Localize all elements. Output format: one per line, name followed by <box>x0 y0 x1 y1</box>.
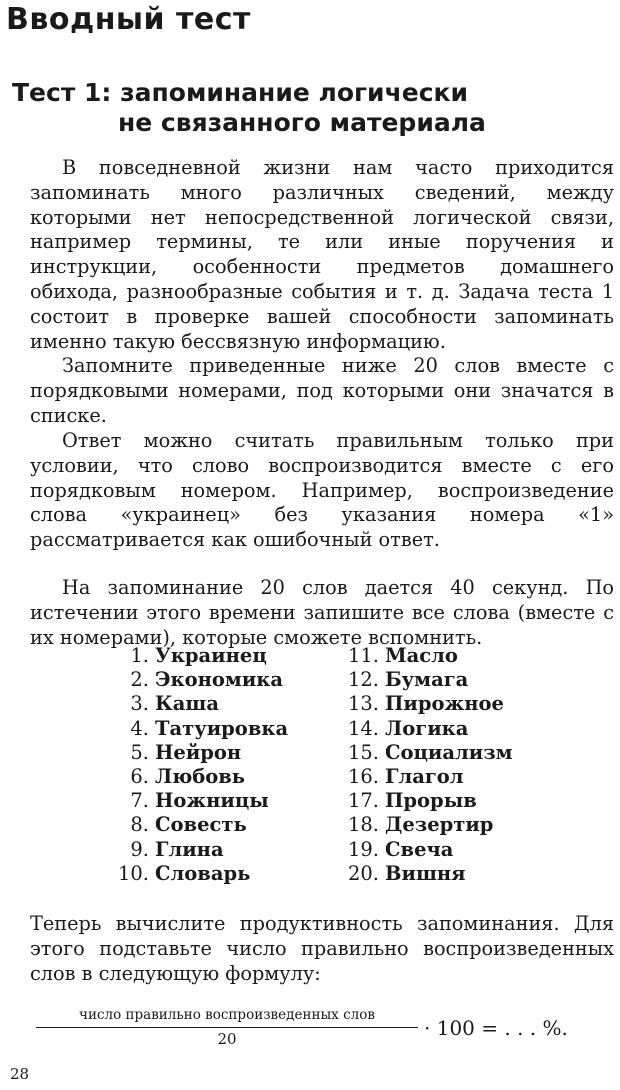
word-text: Украинец <box>155 644 267 667</box>
list-item <box>335 717 513 741</box>
list-item <box>105 862 288 886</box>
word-text: Масло <box>385 644 458 667</box>
paragraph-answer-rule: Ответ можно считать правильным только при условии, что слово воспроизводится вместе с его порядковым номером. Например, воспроизведение слова «украинец» без указания номера «1» рассматривается как ошибочный ответ. <box>30 429 614 552</box>
productivity-formula <box>36 1005 616 1055</box>
word-number: 4. <box>130 716 149 740</box>
list-item <box>335 813 513 837</box>
paragraph-intro: В повседневной жизни нам часто приходится запоминать много различных сведений, между которыми нет непосредственной логической связи, например термины, те или иные поручения и инструкции, особенности предметов домашнего обихода, разнообразные события и т. д. Задача теста 1 состоит в проверке вашей способности запоминать именно такую бессвязную информацию. <box>30 156 614 353</box>
word-text: Логика <box>385 716 469 740</box>
word-number: 18. <box>347 813 379 837</box>
test-heading-line-2: не связанного материала <box>118 108 486 137</box>
word-text: Экономика <box>155 668 283 692</box>
word-text: Словарь <box>155 861 251 885</box>
word-text: Каша <box>155 692 219 716</box>
word-number: 17. <box>347 789 379 813</box>
word-number: 2. <box>130 668 149 692</box>
word-list-column-1 <box>105 644 288 886</box>
word-number: 3. <box>130 692 149 716</box>
word-number: 20. <box>347 861 379 885</box>
list-item <box>105 813 288 837</box>
word-text: Свеча <box>385 837 454 861</box>
word-text: Прорыв <box>385 789 477 813</box>
test-heading-line-1: Тест 1: запоминание логически <box>12 78 468 107</box>
word-text: Вишня <box>385 861 466 885</box>
word-text: Любовь <box>155 765 246 789</box>
word-number: 1. <box>130 644 149 667</box>
list-item <box>105 668 288 692</box>
list-item <box>105 692 288 716</box>
page-number: 28 <box>10 1065 30 1083</box>
word-text: Глина <box>155 837 224 861</box>
word-number: 7. <box>130 789 149 813</box>
word-number: 16. <box>347 765 379 789</box>
word-number: 6. <box>130 765 149 789</box>
list-item <box>105 644 288 668</box>
list-item <box>105 789 288 813</box>
paragraph-formula-intro: Теперь вычислите продуктивность запоминания. Для этого подставьте число правильно воспроизведенных слов в следующую формулу: <box>30 912 614 985</box>
list-item <box>335 838 513 862</box>
word-text: Совесть <box>155 813 247 837</box>
list-item <box>335 862 513 886</box>
list-item <box>105 741 288 765</box>
formula-denominator: 20 <box>217 1030 237 1048</box>
word-number: 13. <box>347 692 379 716</box>
list-item <box>335 692 513 716</box>
formula-fraction <box>36 1005 418 1050</box>
word-text: Социализм <box>385 740 513 764</box>
paragraph-instruction: Запомните приведенные ниже 20 слов вместе с порядковыми номерами, под которыми они значатся в списке. <box>30 354 614 427</box>
word-number: 5. <box>130 740 149 764</box>
word-number: 12. <box>347 668 379 692</box>
word-text: Глагол <box>385 765 464 789</box>
word-number: 15. <box>347 740 379 764</box>
word-text: Дезертир <box>385 813 494 837</box>
word-text: Ножницы <box>155 789 269 813</box>
list-item <box>335 668 513 692</box>
formula-numerator: число правильно воспроизведенных слов <box>36 1005 418 1028</box>
chapter-title: Вводный тест <box>6 2 251 37</box>
word-number: 14. <box>347 716 379 740</box>
word-number: 8. <box>130 813 149 837</box>
word-text: Бумага <box>385 668 469 692</box>
paragraph-time-limit: На запоминание 20 слов дается 40 секунд. По истечении этого времени запишите все слова (вместе с их номерами), которые сможете вспомнить. <box>30 576 614 649</box>
word-text: Нейрон <box>155 740 242 764</box>
list-item <box>105 765 288 789</box>
word-number: 19. <box>347 837 379 861</box>
list-item <box>105 838 288 862</box>
word-text: Пирожное <box>385 692 504 716</box>
word-text: Татуировка <box>155 716 289 740</box>
word-list-column-2 <box>335 644 513 886</box>
test-heading <box>12 78 612 138</box>
word-number: 9. <box>130 837 149 861</box>
formula-result: · 100 = . . . %. <box>424 1016 568 1040</box>
list-item <box>105 717 288 741</box>
list-item <box>335 789 513 813</box>
list-item <box>335 741 513 765</box>
list-item <box>335 644 513 668</box>
word-number: 10. <box>117 861 149 885</box>
list-item <box>335 765 513 789</box>
word-number: 11. <box>347 644 379 667</box>
